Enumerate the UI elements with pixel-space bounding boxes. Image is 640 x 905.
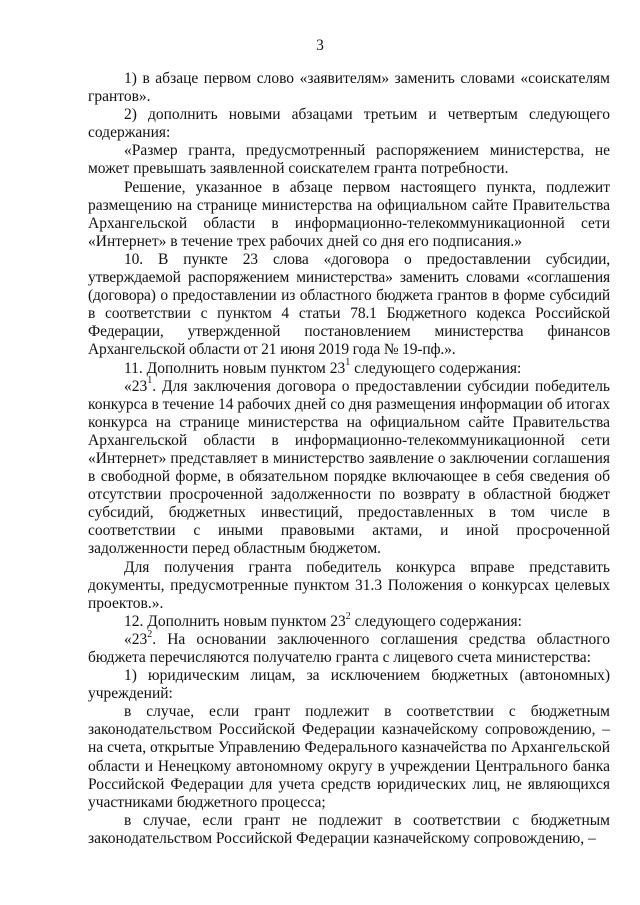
paragraph-9-text-b: следующего содержания: <box>350 612 522 630</box>
superscript: 1 <box>147 375 153 387</box>
paragraph-5: 10. В пункте 23 слова «договора о предоставлении субсидии, утверждаемой распоряжением министерства» заменить словами «соглашения (договора) о предоставлении из областного бюджета грантов в форме субсидий в соответствии с пунктом 4 статьи 78.1 Бюджетного кодекса Российской Федерации, утвержденной постановлением министерства финансов Архангельской области от 21 июня 2019 года № 19-пф.». <box>88 250 610 359</box>
paragraph-10 <box>88 628 610 667</box>
paragraph-7 <box>88 375 610 559</box>
document-body <box>88 70 610 848</box>
paragraph-8: Для получения гранта победитель конкурса вправе представить документы, предусмотренные пунктом 31.3 Положения о конкурсах целевых проектов.». <box>88 558 610 612</box>
paragraph-3: «Размер гранта, предусмотренный распоряжением министерства, не может превышать заявленной соискателем гранта потребности. <box>88 142 610 178</box>
paragraph-7-text-b: . Для заключения договора о предоставлении субсидии победитель конкурса в течение 14 рабочих дней со дня размещения информации об итогах конкурса на странице министерства на официальном сайте Правительства Архангельской области в информационно-телекоммуникационной сети «Интернет» представляет в министерство заявление о заключении соглашения в свободной форме, в обязательном порядке включающее в себя сведения об отсутствии просроченной задолженности по возврату в областной бюджет субсидий, бюджетных инвестиций, предоставленных в том числе в соответствии с иными правовыми актами, и иной просроченной задолженности перед областным бюджетом. <box>88 377 610 558</box>
paragraph-13: в случае, если грант не подлежит в соответствии с бюджетным законодательством Российской Федерации казначейскому сопровождению, – <box>88 811 610 847</box>
paragraph-6 <box>88 357 610 378</box>
paragraph-6-text-b: следующего содержания: <box>350 359 522 377</box>
paragraph-9 <box>88 610 610 631</box>
paragraph-12: в случае, если грант подлежит в соответствии с бюджетным законодательством Российской Федерации казначейскому сопровождению, – на счета, открытые Управлению Федерального казначейства по Архангельской области и Ненецкому автономному округу в учреждении Центрального банка Российской Федерации для учета средств юридических лиц, не являющихся участниками бюджетного процесса; <box>88 703 610 811</box>
superscript: 2 <box>345 610 351 622</box>
superscript: 1 <box>345 357 351 369</box>
paragraph-9-text-a: 12. Дополнить новым пунктом 23 <box>124 612 346 630</box>
paragraph-11: 1) юридическим лицам, за исключением бюджетных (автономных) учреждений: <box>88 667 610 703</box>
paragraph-1: 1) в абзаце первом слово «заявителям» заменить словами «соискателям грантов». <box>88 70 610 106</box>
paragraph-4: Решение, указанное в абзаце первом настоящего пункта, подлежит размещению на странице министерства на официальном сайте Правительства Архангельской области в информационно-телекоммуникационной сети «Интернет» в течение трех рабочих дней со дня его подписания.» <box>88 178 610 250</box>
paragraph-7-text-a: «23 <box>124 377 148 395</box>
paragraph-6-text-a: 11. Дополнить новым пунктом 23 <box>124 359 346 377</box>
paragraph-10-text-b: . На основании заключенного соглашения средства областного бюджета перечисляются получателю гранта с лицевого счета министерства: <box>88 630 610 666</box>
page-number: 3 <box>316 37 324 54</box>
paragraph-2: 2) дополнить новыми абзацами третьим и четвертым следующего содержания: <box>88 106 610 142</box>
superscript: 2 <box>147 628 153 640</box>
paragraph-10-text-a: «23 <box>124 630 148 648</box>
